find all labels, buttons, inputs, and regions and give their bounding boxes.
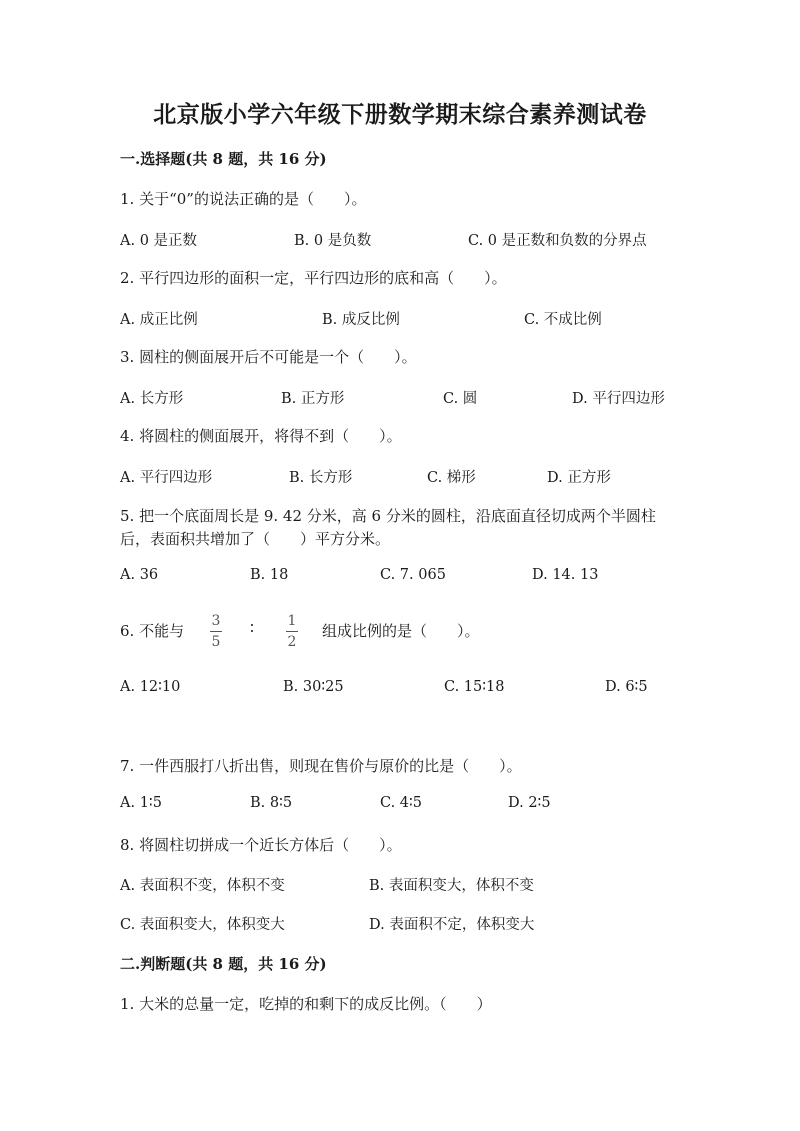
question-6-suffix: 组成比例的是（ ）。 — [322, 622, 480, 640]
q3-option-c: C. 圆 — [443, 391, 478, 407]
q5-option-b: B. 18 — [250, 567, 289, 583]
q3-option-b: B. 正方形 — [281, 391, 345, 407]
question-7: 7. 一件西服打八折出售，则现在售价与原价的比是（ ）。 — [120, 757, 522, 775]
fraction-2-numerator: 1 — [287, 613, 297, 629]
question-5-line-1: 5. 把一个底面周长是 9. 42 分米，高 6 分米的圆柱，沿底面直径切成两个半圆柱 — [120, 507, 656, 525]
judgment-question-1: 1. 大米的总量一定，吃掉的和剩下的成反比例。（ ） — [120, 995, 492, 1013]
q8-option-d: D. 表面积不定，体积变大 — [369, 917, 535, 933]
q2-option-b: B. 成反比例 — [322, 312, 400, 328]
q8-option-a: A. 表面积不变，体积不变 — [120, 878, 285, 894]
q3-option-d: D. 平行四边形 — [572, 391, 665, 407]
fraction-2-denominator: 2 — [287, 634, 297, 650]
question-4: 4. 将圆柱的侧面展开，将得不到（ ）。 — [120, 427, 402, 445]
question-1: 1. 关于“0”的说法正确的是（ ）。 — [120, 190, 367, 208]
q7-option-a: A. 1∶5 — [120, 795, 162, 811]
q4-option-c: C. 梯形 — [427, 470, 476, 486]
section-heading-true-false: 二.判断题(共 8 题，共 16 分) — [120, 955, 327, 973]
q2-option-c: C. 不成比例 — [524, 312, 602, 328]
fraction-1-denominator: 5 — [211, 634, 221, 650]
q5-option-c: C. 7. 065 — [380, 567, 446, 583]
question-3: 3. 圆柱的侧面展开后不可能是一个（ ）。 — [120, 348, 417, 366]
q1-option-c: C. 0 是正数和负数的分界点 — [468, 233, 647, 249]
q7-option-b: B. 8∶5 — [250, 795, 293, 811]
question-6-prefix: 6. 不能与 — [120, 622, 185, 640]
q4-option-a: A. 平行四边形 — [120, 470, 213, 486]
fraction-1-bar — [210, 631, 222, 632]
q7-option-c: C. 4∶5 — [380, 795, 423, 811]
question-2: 2. 平行四边形的面积一定，平行四边形的底和高（ ）。 — [120, 269, 507, 287]
fraction-one-half — [284, 613, 300, 650]
q6-option-d: D. 6∶5 — [605, 679, 648, 695]
ratio-colon: ∶ — [250, 619, 254, 637]
question-8: 8. 将圆柱切拼成一个近长方体后（ ）。 — [120, 836, 402, 854]
q5-option-a: A. 36 — [120, 567, 159, 583]
q8-option-c: C. 表面积变大，体积变大 — [120, 917, 285, 933]
q1-option-b: B. 0 是负数 — [294, 233, 372, 249]
section-heading-choice: 一.选择题(共 8 题，共 16 分) — [120, 150, 327, 168]
page-title: 北京版小学六年级下册数学期末综合素养测试卷 — [153, 101, 647, 128]
q6-option-c: C. 15∶18 — [444, 679, 505, 695]
fraction-1-numerator: 3 — [211, 613, 221, 629]
q6-option-b: B. 30∶25 — [283, 679, 344, 695]
q8-option-b: B. 表面积变大，体积不变 — [369, 878, 534, 894]
q4-option-d: D. 正方形 — [547, 470, 611, 486]
q1-option-a: A. 0 是正数 — [120, 233, 198, 249]
fraction-2-bar — [286, 631, 298, 632]
q7-option-d: D. 2∶5 — [508, 795, 551, 811]
fraction-three-fifths — [208, 613, 224, 650]
q3-option-a: A. 长方形 — [120, 391, 184, 407]
q5-option-d: D. 14. 13 — [532, 567, 599, 583]
q6-option-a: A. 12∶10 — [120, 679, 181, 695]
q4-option-b: B. 长方形 — [289, 470, 353, 486]
question-5-line-2: 后，表面积共增加了（ ）平方分米。 — [120, 530, 391, 548]
q2-option-a: A. 成正比例 — [120, 312, 198, 328]
